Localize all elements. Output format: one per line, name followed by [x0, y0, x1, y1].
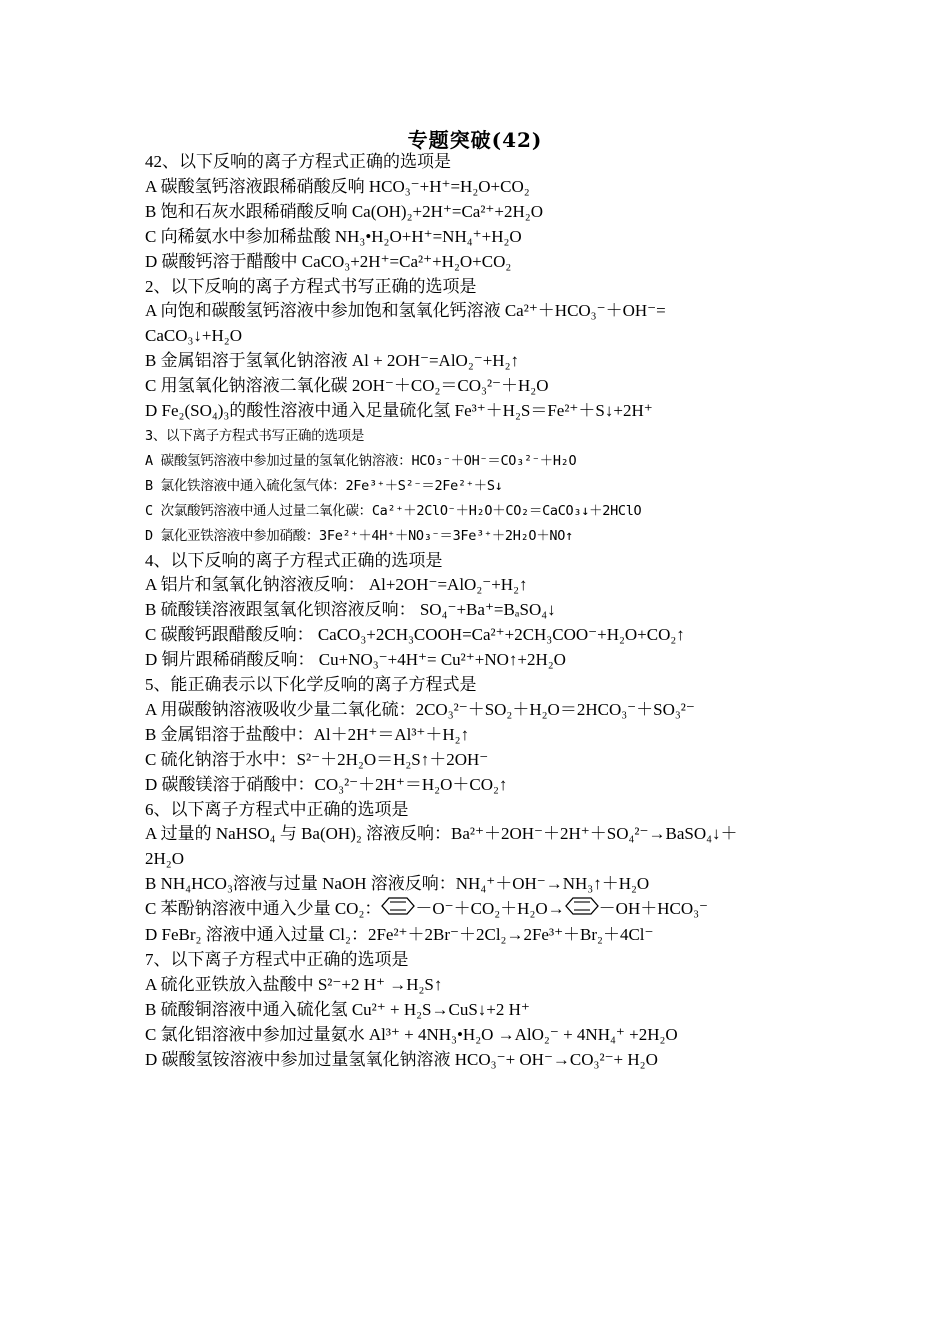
- line-text: 6、以下离子方程式中正确的选项是: [145, 799, 409, 819]
- text-line: [145, 474, 795, 499]
- line-text: D FeBr₂ 溶液中通入过量 Cl₂：2Fe²⁺＋2Br⁻＋2Cl₂→2Fe³⁺＋Br₂＋4Cl⁻: [145, 925, 654, 945]
- line-text: D Fe₂(SO₄)₃的酸性溶液中通入足量硫化氢 Fe³⁺＋H₂S＝Fe²⁺＋S↓+2H⁺: [145, 401, 653, 421]
- line-text: B 金属铝溶于盐酸中：Al＋2H⁺＝Al³⁺＋H₂↑: [145, 724, 470, 744]
- text-line: [145, 150, 795, 175]
- line-text: A 碳酸氢钙溶液中参加过量的氢氧化钠溶液：HCO₃⁻＋OH⁻＝CO₃²⁻＋H₂O: [145, 452, 577, 469]
- line-text: 42、以下反响的离子方程式正确的选项是: [145, 152, 451, 171]
- line-text: －OH＋HCO₃⁻: [598, 899, 709, 919]
- text-line: [145, 648, 795, 673]
- line-text: D 碳酸氢铵溶液中参加过量氢氧化钠溶液 HCO₃⁻+ OH⁻→CO₃²⁻+ H₂O: [145, 1049, 658, 1069]
- text-line: [145, 250, 795, 275]
- line-text: 2、以下反响的离子方程式书写正确的选项是: [145, 276, 477, 296]
- line-text: A 硫化亚铁放入盐酸中 S²⁻+2 H⁺ →H₂S↑: [145, 975, 443, 995]
- line-text: C 向稀氨水中参加稀盐酸 NH₃•H₂O+H⁺=NH₄⁺+H₂O: [145, 226, 522, 246]
- text-line: [145, 573, 795, 598]
- text-line: [145, 200, 795, 225]
- line-text: B 硫酸镁溶液跟氢氧化钡溶液反响： SO₄⁻+Ba⁺=BₐSO₄↓: [145, 600, 556, 620]
- line-text: B 硫酸铜溶液中通入硫化氢 Cu²⁺ + H₂S→CuS↓+2 H⁺: [145, 999, 530, 1019]
- line-text: C 硫化钠溶于水中：S²⁻＋2H₂O＝H₂S↑＋2OH⁻: [145, 749, 489, 769]
- text-line: [145, 623, 795, 648]
- line-text: B 金属铝溶于氢氧化钠溶液 Al + 2OH⁻=AlO₂⁻+H₂↑: [145, 351, 520, 371]
- text-line: [145, 847, 795, 872]
- text-line: [145, 324, 795, 349]
- text-line: [145, 923, 795, 948]
- text-line: [145, 524, 795, 549]
- line-text: A 过量的 NaHSO₄ 与 Ba(OH)₂ 溶液反响：Ba²⁺＋2OH⁻＋2H⁺＋SO₄²⁻→BaSO₄↓＋: [145, 824, 738, 844]
- text-line: [145, 948, 795, 973]
- text-line: [145, 225, 795, 250]
- text-line: [145, 872, 795, 897]
- text-line: [145, 773, 795, 798]
- line-text: 4、以下反响的离子方程式正确的选项是: [145, 550, 443, 570]
- text-line: [145, 748, 795, 773]
- page-title: 专题突破(42): [407, 128, 543, 152]
- text-line: [145, 673, 795, 698]
- line-text: CaCO₃↓+H₂O: [145, 326, 242, 346]
- text-line: [145, 798, 795, 823]
- line-text: C 用氢氧化钠溶液二氧化碳 2OH⁻＋CO₂＝CO₃²⁻＋H₂O: [145, 376, 549, 396]
- text-line: [145, 1023, 795, 1048]
- text-line: [145, 549, 795, 574]
- line-text: B 饱和石灰水跟稀硝酸反响 Ca(OH)₂+2H⁺=Ca²⁺+2H₂O: [145, 201, 543, 221]
- line-text: －O⁻＋CO₂＋H₂O→: [415, 899, 565, 919]
- text-line: [145, 175, 795, 200]
- line-text: A 用碳酸钠溶液吸收少量二氧化硫：2CO₃²⁻＋SO₂＋H₂O＝2HCO₃⁻＋SO₃²⁻: [145, 699, 695, 719]
- text-line: [145, 424, 795, 449]
- text-line: [145, 399, 795, 424]
- text-line: [145, 374, 795, 399]
- text-line: [145, 349, 795, 374]
- line-text: 2H₂O: [145, 849, 184, 869]
- text-line: [145, 822, 795, 847]
- text-line: [145, 897, 795, 923]
- line-text: D 氯化亚铁溶液中参加硝酸：3Fe²⁺＋4H⁺＋NO₃⁻＝3Fe³⁺＋2H₂O＋NO↑: [145, 527, 573, 544]
- line-text: C 次氯酸钙溶液中通人过量二氧化碳：Ca²⁺＋2ClO⁻＋H₂O＋CO₂＝CaCO₃↓＋2HClO: [145, 502, 642, 519]
- line-text: A 向饱和碳酸氢钙溶液中参加饱和氢氧化钙溶液 Ca²⁺＋HCO₃⁻＋OH⁻=: [145, 301, 666, 321]
- text-line: [145, 275, 795, 300]
- line-text: D 碳酸镁溶于硝酸中：CO₃²⁻＋2H⁺＝H₂O＋CO₂↑: [145, 774, 508, 794]
- text-line: [145, 499, 795, 524]
- text-line: [145, 973, 795, 998]
- line-text: 7、以下离子方程式中正确的选项是: [145, 950, 409, 970]
- line-text: B NH₄HCO₃溶液与过量 NaOH 溶液反响：NH₄⁺＋OH⁻→NH₃↑＋H₂O: [145, 874, 650, 894]
- text-line: [145, 598, 795, 623]
- text-line: [145, 698, 795, 723]
- benzene-ring-icon: [565, 897, 599, 923]
- line-text: A 碳酸氢钙溶液跟稀硝酸反响 HCO₃⁻+H⁺=H₂O+CO₂: [145, 176, 530, 196]
- line-text: C 碳酸钙跟醋酸反响： CaCO₃+2CH₃COOH=Ca²⁺+2CH₃COO⁻+H₂O+CO₂↑: [145, 625, 685, 645]
- text-line: [145, 723, 795, 748]
- document-body: [145, 150, 795, 1073]
- line-text: C 苯酚钠溶液中通入少量 CO₂：: [145, 899, 382, 919]
- benzene-ring-icon: [381, 897, 415, 923]
- line-text: 3、以下离子方程式书写正确的选项是: [145, 427, 365, 444]
- line-text: A 铝片和氢氧化钠溶液反响： Al+2OH⁻=AlO₂⁻+H₂↑: [145, 575, 528, 595]
- line-text: 5、能正确表示以下化学反响的离子方程式是: [145, 675, 477, 695]
- text-line: [145, 299, 795, 324]
- line-text: D 铜片跟稀硝酸反响： Cu+NO₃⁻+4H⁺= Cu²⁺+NO↑+2H₂O: [145, 650, 566, 670]
- line-text: C 氯化铝溶液中参加过量氨水 Al³⁺ + 4NH₃•H₂O →AlO₂⁻ + 4NH₄⁺ +2H₂O: [145, 1024, 678, 1044]
- line-text: B 氯化铁溶液中通入硫化氢气体：2Fe³⁺＋S²⁻＝2Fe²⁺＋S↓: [145, 477, 503, 494]
- text-line: [145, 449, 795, 474]
- text-line: [145, 1048, 795, 1073]
- line-text: D 碳酸钙溶于醋酸中 CaCO₃+2H⁺=Ca²⁺+H₂O+CO₂: [145, 251, 512, 271]
- text-line: [145, 998, 795, 1023]
